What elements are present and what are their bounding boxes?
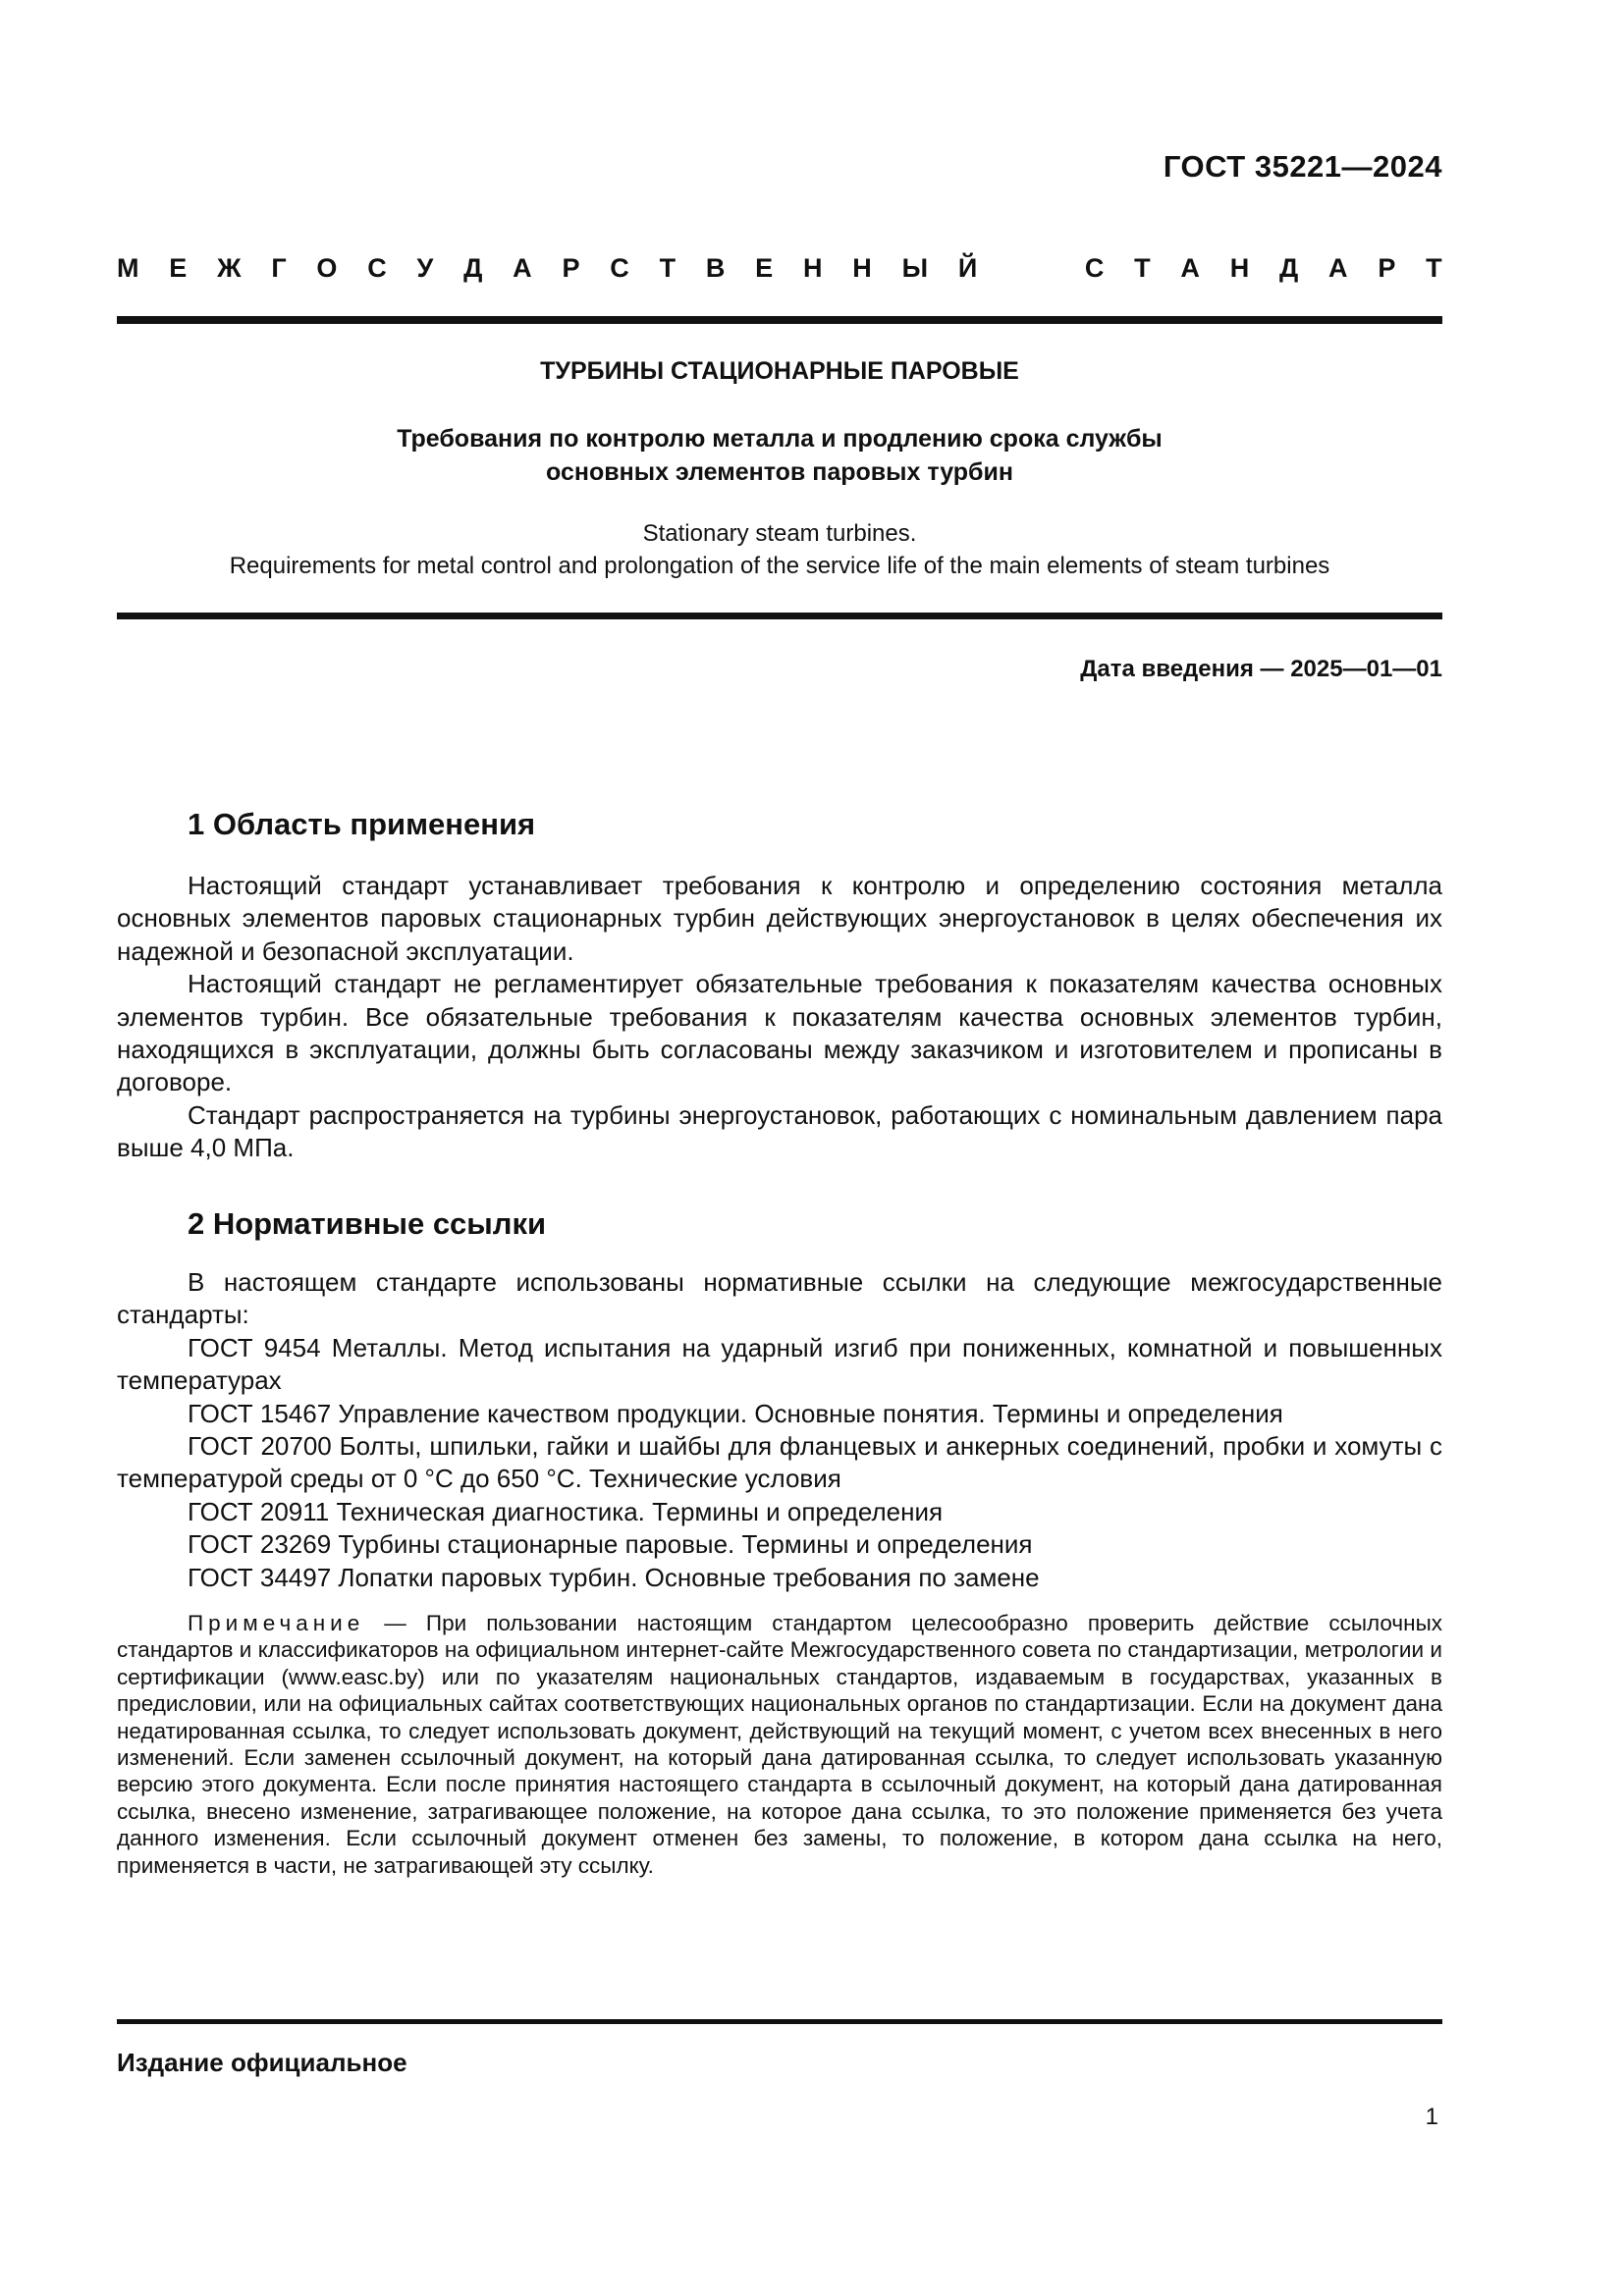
paragraph: В настоящем стандарте использованы нормативные ссылки на следующие межгосударственные стандарты:	[117, 1267, 1442, 1330]
banner-letter: С	[610, 253, 629, 283]
banner-letter: Т	[1134, 253, 1151, 283]
banner-letter: Н	[802, 253, 823, 283]
standard-code: ГОСТ 35221—2024	[1163, 149, 1442, 184]
banner-letter: Д	[463, 253, 483, 283]
banner-letter: У	[416, 253, 434, 283]
title-rule	[117, 613, 1442, 619]
banner-letter: Д	[1279, 253, 1299, 283]
reference-item: ГОСТ 34497 Лопатки паровых турбин. Основные требования по замене	[188, 1562, 1040, 1592]
banner-letter: Р	[562, 253, 580, 283]
banner-letter: В	[705, 253, 726, 283]
note-label: Примечание	[188, 1611, 365, 1635]
reference-item: ГОСТ 9454 Металлы. Метод испытания на ударный изгиб при пониженных, комнатной и повышенных температурах	[117, 1332, 1442, 1396]
introduction-date: Дата введения — 2025—01—01	[1080, 656, 1442, 682]
official-edition-label: Издание официальное	[117, 2048, 407, 2077]
interstate-standard-banner	[117, 253, 1442, 284]
banner-letter: М	[117, 253, 139, 283]
page-number: 1	[1425, 2104, 1438, 2130]
reference-note	[117, 1610, 1442, 1879]
section-2-body	[117, 1266, 1442, 1594]
banner-letter: Т	[1426, 253, 1442, 283]
banner-letter: А	[1328, 253, 1348, 283]
title-en	[117, 517, 1442, 582]
paragraph: Настоящий стандарт не регламентирует обязательные требования к показателям качества основных элементов турбин. Все обязательные требования к показателям качества основных элементов турбин, находящихся в эксплуатации, должны быть согласованы между заказчиком и изготовителем и прописаны в договоре.	[117, 969, 1442, 1097]
banner-letter: Ж	[217, 253, 242, 283]
banner-letter: С	[367, 253, 387, 283]
banner-letter: Е	[755, 253, 774, 283]
banner-letter: Ы	[901, 253, 929, 283]
title-ru-subtitle	[117, 422, 1442, 489]
banner-letter: А	[1180, 253, 1200, 283]
paragraph: Настоящий стандарт устанавливает требования к контролю и определению состояния металла основных элементов паровых стационарных турбин действующих энергоустановок в целях обеспечения их надежной и безопасной эксплуатации.	[117, 871, 1442, 966]
reference-item: ГОСТ 20700 Болты, шпильки, гайки и шайбы для фланцевых и анкерных соединений, пробки и хомуты с температурой среды от 0 °С до 650 °С. Технические условия	[117, 1431, 1442, 1494]
reference-item: ГОСТ 20911 Техническая диагностика. Термины и определения	[188, 1496, 944, 1526]
section-1-heading: 1 Область применения	[188, 807, 536, 841]
banner-letter: Й	[957, 253, 978, 283]
title-ru-subtitle-line: основных элементов паровых турбин	[546, 458, 1013, 486]
title-en-line: Requirements for metal control and prolongation of the service life of the main elements of steam turbines	[229, 553, 1330, 579]
reference-item: ГОСТ 23269 Турбины стационарные паровые. Термины и определения	[188, 1529, 1033, 1560]
section-2-heading: 2 Нормативные ссылки	[188, 1206, 547, 1241]
banner-letter: А	[513, 253, 532, 283]
footer-rule	[117, 2019, 1442, 2024]
reference-item: ГОСТ 15467 Управление качеством продукции. Основные понятия. Термины и определения	[188, 1398, 1283, 1428]
banner-letter: С	[1084, 253, 1105, 283]
title-ru-subtitle-line: Требования по контролю металла и продлению срока службы	[397, 425, 1163, 453]
banner-letter: Р	[1378, 253, 1396, 283]
banner-letter: Е	[169, 253, 188, 283]
banner-letter: Г	[271, 253, 287, 283]
banner-letter: Т	[659, 253, 677, 283]
banner-letter: О	[316, 253, 338, 283]
banner-letter: Н	[852, 253, 872, 283]
note-text: При пользовании настоящим стандартом целесообразно проверить действие ссылочных стандартов и классификаторов на официальном интернет-сайте Межгосударственного совета по стандартизации, метрологии и сертификации (www.easc.by) или по указателям национальных стандартов, издаваемым в государствах, указанных в предисловии, или на официальных сайтах соответствующих национальных органов по стандартизации. Если на документ дана недатированная ссылка, то следует использовать документ, действующий на текущий момент, с учетом всех внесенных в него изменений. Если заменен ссылочный документ, на который дана датированная ссылка, то следует использовать указанную версию этого документа. Если после принятия настоящего стандарта в ссылочный документ, на который дана датированная ссылка, внесено изменение, затрагивающее положение, на которое дана ссылка, то это положение применяется без учета данного изменения. Если ссылочный документ отменен без замены, то положение, в котором дана ссылка на него, применяется в части, не затрагивающей эту ссылку.	[117, 1611, 1442, 1878]
banner-letter: Н	[1229, 253, 1250, 283]
title-ru-main: ТУРБИНЫ СТАЦИОНАРНЫЕ ПАРОВЫЕ	[540, 357, 1019, 385]
section-1-body	[117, 870, 1442, 1165]
note-dash: —	[364, 1611, 426, 1635]
title-en-line: Stationary steam turbines.	[642, 520, 917, 547]
paragraph: Стандарт распространяется на турбины энергоустановок, работающих с номинальным давлением пара выше 4,0 МПа.	[117, 1099, 1442, 1163]
header-rule	[117, 316, 1442, 324]
